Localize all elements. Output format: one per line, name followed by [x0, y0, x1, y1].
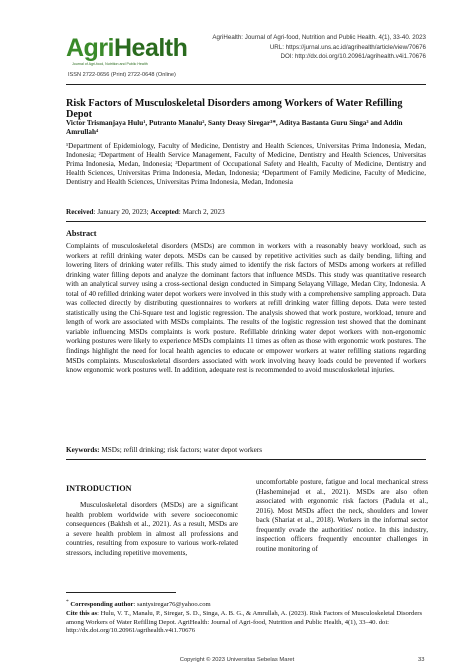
accepted-label: Accepted	[150, 208, 179, 216]
abstract-heading: Abstract	[66, 229, 97, 238]
logo-part-1: Agri	[66, 34, 114, 62]
page-number: 33	[418, 657, 425, 663]
issn: ISSN 2722-0656 (Print) 2722-0648 (Online)	[68, 72, 176, 78]
header-doi[interactable]: DOI: http://dx.doi.org/10.20961/agrihealth.v4i1.70676	[280, 53, 426, 60]
author-list: Victor Trismanjaya Hulu¹, Putranto Manalu², Santy Deasy Siregar³*, Aditya Bastanta Guru Singa³ and Addin Amrullah⁴	[66, 119, 403, 137]
abstract-divider-bottom	[66, 459, 426, 460]
keywords	[66, 446, 426, 454]
introduction-column-1: Musculoskeletal disorders (MSDs) are a significant health problem worldwide with severe socioeconomic consequences (Bakhsh et al., 2021). As a result, MSDs are a severe health problem in almost all professions and countries, resulting from exposure to various work-related stressors, including repetitive movements,	[66, 501, 238, 557]
abstract-divider-top	[66, 221, 426, 222]
footnote-mark: *	[66, 599, 69, 605]
footnote-label: Corresponding author	[70, 601, 134, 609]
submission-dates	[66, 208, 426, 216]
introduction-column-2: uncomfortable posture, fatigue and local mechanical stress (Hasheminejad et al., 2021). MSDs are also often associated with ergonomic risk factors (Padula et al., 2016). Most MSDs affect the neck, shoulders and lower back (Shariat et al., 2018). Workers in the informal sector frequently evade the authorities' notice. In this industry, inspection officers frequently encounter challenges in routine monitoring of	[256, 478, 428, 553]
corresponding-author-note	[66, 598, 426, 610]
received-label: Received	[66, 208, 94, 216]
header-citation: AgriHealth: Journal of Agri-food, Nutrition and Public Health. 4(1), 33-40. 2023	[212, 34, 426, 41]
logo-part-2: Health	[114, 34, 188, 62]
journal-logo	[66, 36, 187, 61]
header-divider	[66, 84, 426, 85]
cite-text: : Hulu, V. T., Manalu, P., Siregar, S. D., Singa, A. B. G., & Amrullah, A. (2023). Risk Factors of Musculoskeletal Disorders among Workers of Water Refilling Depot. AgriHealth: Journal of Agri-food, Nutrition and Public Health, 4(1), 33–40. doi: http://dx.doi.org/10.20961/agrihealth.v4i1.70676	[66, 610, 423, 635]
affiliations: ¹Department of Epidemiology, Faculty of Medicine, Dentistry and Health Sciences, Universitas Prima Indonesia, Medan, Indonesia; ²Department of Health Service Management, Faculty of Medicine, Dentistry and Health Sciences, Universitas Prima Indonesia, Medan, Indonesia; ³Department of Occupational Safety and Health, Faculty of Medicine, Dentistry and Health Sciences, Universitas Prima Indonesia, Medan, Indonesia; ⁴Department of Family Medicine, Faculty of Medicine, Dentistry and Health Sciences, Universitas Prima Indonesia, Medan, Indonesia	[66, 142, 426, 187]
keywords-label: Keywords:	[66, 446, 100, 454]
citation-note	[66, 610, 426, 636]
paper-title: Risk Factors of Musculoskeletal Disorders among Workers of Water Refilling Depot	[66, 98, 403, 120]
accepted-date: : March 2, 2023	[178, 208, 225, 216]
keywords-text: MSDs; refill drinking; risk factors; water depot workers	[99, 446, 263, 454]
abstract-text: Complaints of musculoskeletal disorders (MSDs) are common in workers with a reasonably heavy workload, such as workers at refill drinking water depots. MSDs can be caused by repetitive activities such as daily bending, lifting and lowering liters of drinking water refills. This study aimed to identify the risk factors of MSDs among workers at refilled drinking water filling depots and analyze the dominant factors that influence MSDs. This study was quantitative research with an analytical survey using a cross-sectional design conducted in Simpang Selayang Village, Medan City, Indonesia. A total of 40 refilled drinking water depot workers were involved in this study with a comprehensive sampling approach. Data was collected directly by distributing questionnaires to workers at refill drinking water filling depots. Data were tested statistically using the Chi-Square test and logistic regression. The analysis showed that work posture, workload, tenure and length of work are associated with MSDs complaints. The results of the logistic regression test showed that the dominant variable influencing MSDs complaints is work posture. Refillable drinking water depot workers with non-ergonomic working postures were likely to experience MSDs complaints 11 times as often as those with ergonomic work postures. The findings highlight the need for local health agencies to educate or empower workers at water refilling stations regarding MSDs complaints. Musculoskeletal disorders associated with work involving heavy loads could be prevented if workers know ergonomic work postures well. In addition, adequate rest is recommended to avoid musculoskeletal injuries.	[66, 242, 426, 375]
header-url[interactable]: URL: https://jurnal.uns.ac.id/agrihealth/article/view/70676	[269, 43, 426, 51]
copyright-footer: Copyright © 2023 Universitas Sebelas Maret	[179, 657, 295, 663]
cite-label: Cite this as	[66, 610, 98, 617]
journal-header	[212, 33, 426, 62]
footnote-divider	[66, 592, 176, 593]
received-date: : January 20, 2023;	[93, 208, 151, 216]
introduction-heading: INTRODUCTION	[66, 484, 132, 493]
logo-tagline: Journal of Agri-food, Nutrition and Public Health	[72, 62, 148, 66]
footnote-email[interactable]: : santysiregar76@yahoo.com	[133, 601, 211, 609]
